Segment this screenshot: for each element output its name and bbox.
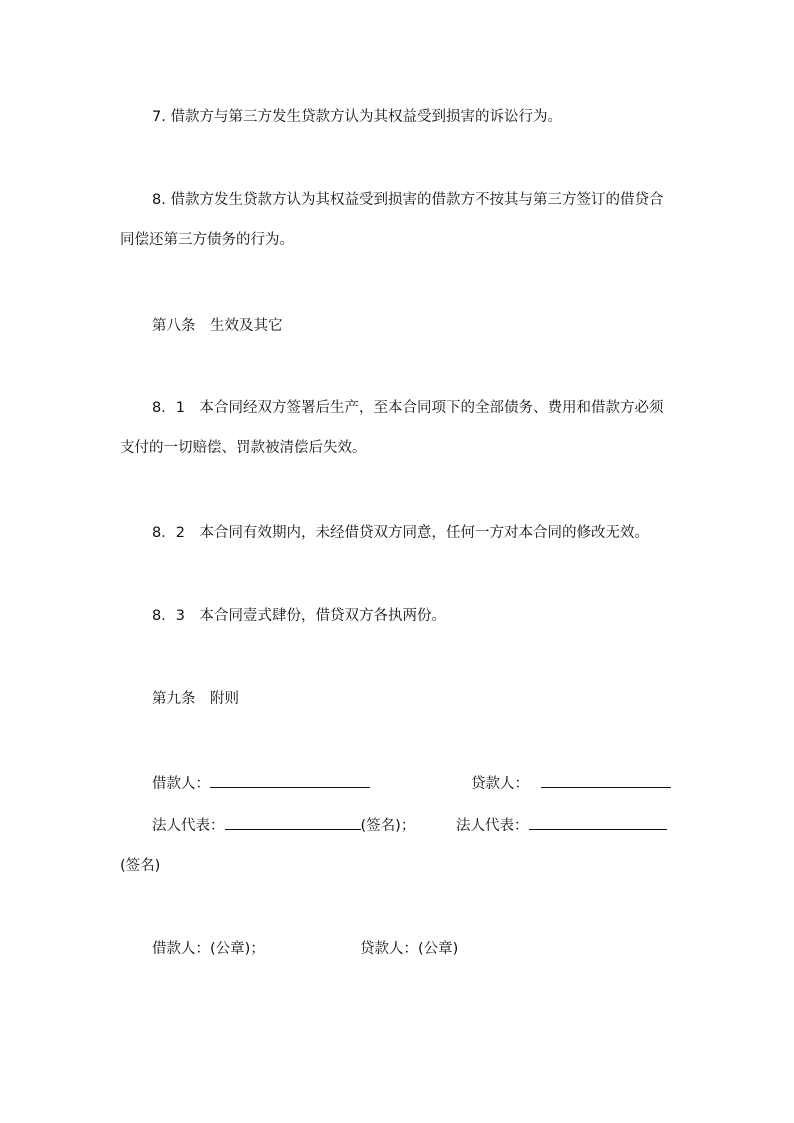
borrower-rep-line [225, 815, 361, 830]
borrower-rep-row [152, 815, 415, 836]
lender-signature-row [471, 773, 671, 794]
clause-8-3: 8．3 本合同壹式肆份，借贷双方各执两份。 [152, 608, 446, 624]
clause-8-2: 8．2 本合同有效期内，未经借贷双方同意，任何一方对本合同的修改无效。 [152, 525, 649, 541]
lender-rep-line [529, 815, 667, 830]
lender-seal: 贷款人：(公章) [360, 941, 459, 957]
clause-7: 7. 借款方与第三方发生贷款方认为其权益受到损害的诉讼行为。 [152, 109, 562, 125]
article-9-title: 第九条 附则 [152, 691, 239, 707]
borrower-signature-line [210, 773, 370, 788]
lender-rep-label: 法人代表： [456, 818, 529, 834]
lender-signature-line [541, 773, 671, 788]
clause-8-1: 8．1 本合同经双方签署后生产，至本合同项下的全部债务、费用和借款方必须支付的一切赔偿、罚款被清偿后失效。 [120, 400, 664, 456]
lender-rep-sign-suffix: (签名) [120, 858, 161, 874]
borrower-seal: 借款人：(公章)； [152, 941, 265, 957]
borrower-signature-row [152, 773, 370, 794]
borrower-rep-label: 法人代表： [152, 818, 225, 834]
lender-label: 贷款人： [471, 776, 529, 792]
clause-8: 8. 借款方发生贷款方认为其权益受到损害的借款方不按其与第三方签订的借贷合同偿还第三方债务的行为。 [120, 192, 664, 248]
borrower-rep-sign-suffix: (签名)； [360, 818, 416, 834]
lender-rep-row [456, 815, 667, 836]
borrower-label: 借款人： [152, 776, 210, 792]
article-8-title: 第八条 生效及其它 [152, 318, 283, 334]
